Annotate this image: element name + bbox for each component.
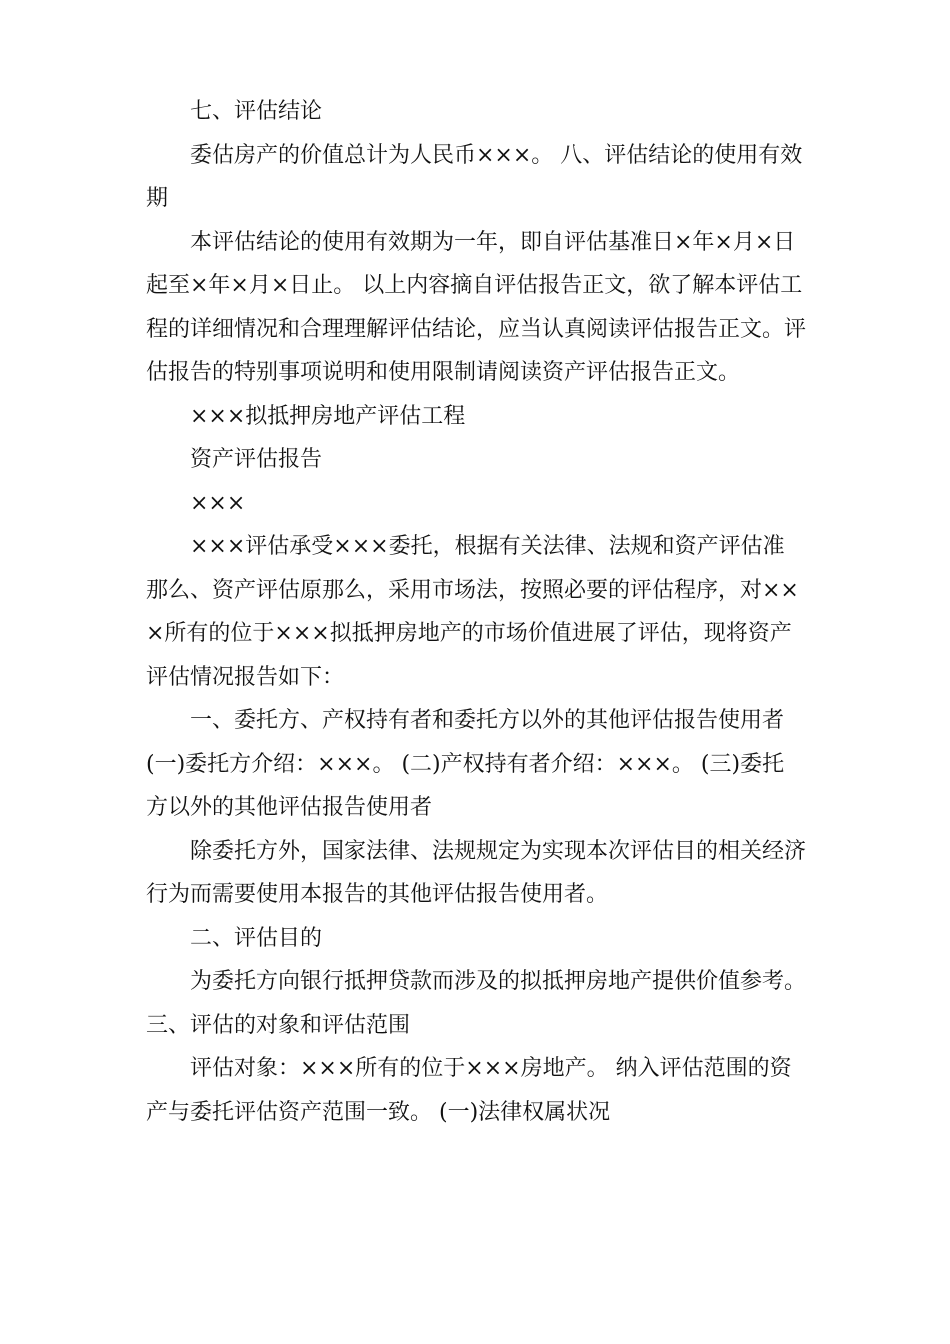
paragraph-value-total: 委估房产的价值总计为人民币×××。 八、评估结论的使用有效期	[146, 142, 803, 211]
report-project-title: ×××拟抵押房地产评估工程	[190, 403, 466, 429]
paragraph-validity-period: 本评估结论的使用有效期为一年，即自评估基准日×年×月×日起至×年×月×日止。 以上内容摘自评估报告正文，欲了解本评估工程的详细情况和合理理解评估结论，应当认真阅读评估报告正文。评估报告的特别事项说明和使用限制请阅读资产评估报告正文。	[146, 229, 807, 385]
document-body	[146, 90, 806, 1134]
paragraph-purpose: 为委托方向银行抵押贷款而涉及的拟抵押房地产提供价值参考。 三、评估的对象和评估范围	[146, 969, 807, 1038]
paragraph-parties-intro: (一)委托方介绍：×××。 (二)产权持有者介绍：×××。 (三)委托方以外的其他评估报告使用者	[146, 751, 785, 820]
paragraph-other-users: 除委托方外，国家法律、法规规定为实现本次评估目的相关经济行为而需要使用本报告的其他评估报告使用者。	[146, 838, 807, 907]
report-addressee: ×××	[190, 490, 246, 516]
section-heading-purpose: 二、评估目的	[190, 925, 323, 951]
section-heading-parties: 一、委托方、产权持有者和委托方以外的其他评估报告使用者	[190, 708, 785, 733]
report-title: 资产评估报告	[190, 447, 323, 472]
section-heading-conclusion: 七、评估结论	[190, 99, 323, 124]
paragraph-engagement: ×××评估承受×××委托，根据有关法律、法规和资产评估准那么、资产评估原那么，采用市场法，按照必要的评估程序，对×××所有的位于×××拟抵押房地产的市场价值进展了评估，现将资产评估情况报告如下：	[146, 534, 799, 690]
paragraph-object-scope: 评估对象：×××所有的位于×××房地产。 纳入评估范围的资产与委托评估资产范围一致。 (一)法律权属状况	[146, 1056, 792, 1125]
